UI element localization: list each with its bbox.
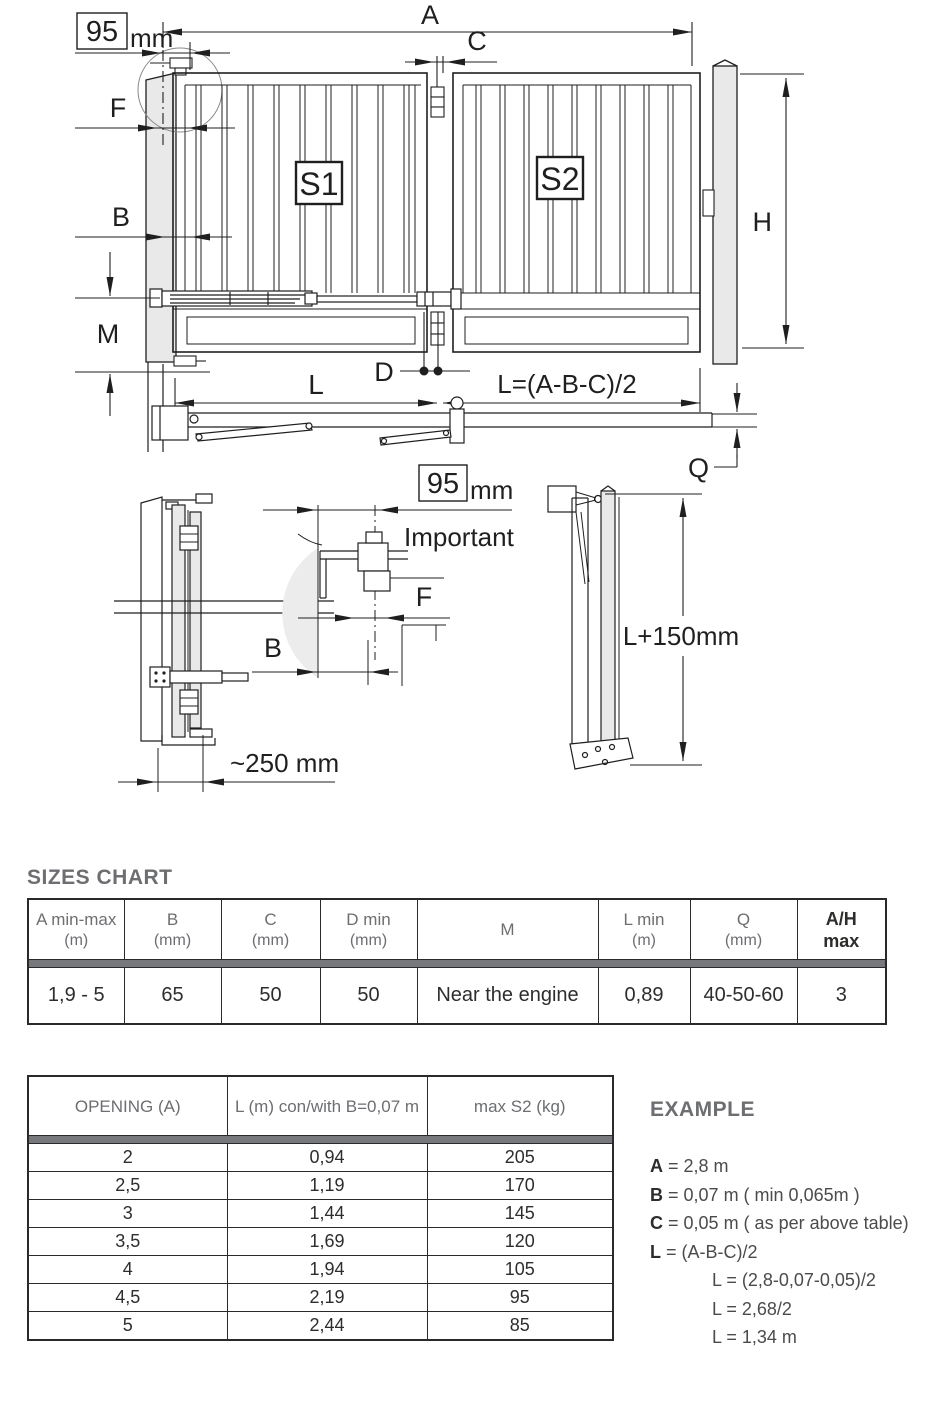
dim-d-label: D	[374, 357, 394, 387]
col-header-q: Q (mm)	[690, 899, 797, 960]
col-header-maxs2: max S2 (kg)	[427, 1076, 613, 1136]
cell: 0,94	[227, 1144, 427, 1172]
table-row	[28, 1172, 613, 1200]
cell: 95	[427, 1284, 613, 1312]
example-step: L = 1,34 m	[712, 1327, 797, 1347]
example-line: B = 0,07 m ( min 0,065m )	[650, 1184, 860, 1205]
dim-f2-label: F	[415, 582, 433, 612]
dim-250-label: ~250 mm	[230, 748, 340, 778]
table-row	[28, 1200, 613, 1228]
example-step: L = (2,8-0,07-0,05)/2	[712, 1270, 876, 1290]
col-header-m: M	[417, 899, 598, 960]
example-line: C = 0,05 m ( as per above table)	[650, 1213, 909, 1233]
dim-a-label: A	[420, 0, 440, 30]
sizes-chart-title: SIZES CHART	[27, 866, 173, 889]
example-step: L = 2,68/2	[712, 1298, 792, 1319]
col-header-c: C (mm)	[221, 899, 320, 960]
cell: 3,5	[28, 1228, 227, 1256]
cell: 2,5	[28, 1172, 227, 1200]
sizes-chart-header-row	[28, 899, 886, 960]
cell: 2	[28, 1144, 227, 1172]
bottom-bracket	[174, 356, 206, 366]
value-ah: 3	[797, 968, 886, 1025]
col-header-lmin: L min (m)	[598, 899, 690, 960]
cell: 2,44	[227, 1312, 427, 1341]
cell: 4	[28, 1256, 227, 1284]
cell: 170	[427, 1172, 613, 1200]
col-header-d: D min (mm)	[320, 899, 417, 960]
col-header-opening: OPENING (A)	[28, 1076, 227, 1136]
leaf-s1	[173, 73, 427, 352]
cell: 5	[28, 1312, 227, 1341]
opening-table	[27, 1075, 614, 1341]
value-b: 65	[124, 968, 221, 1025]
dim-c-label: C	[467, 26, 487, 56]
actuator-arm	[150, 289, 461, 309]
dim-95-mid-unit: mm	[470, 475, 514, 505]
leaf-s2-label: S2	[540, 161, 580, 197]
cell: 3	[28, 1200, 227, 1228]
value-c: 50	[221, 968, 320, 1025]
dim-f-label: F	[109, 93, 127, 123]
cell: 85	[427, 1312, 613, 1341]
leaf-s2	[453, 73, 700, 352]
cell: 120	[427, 1228, 613, 1256]
dimensions-top	[75, 13, 804, 467]
sizes-chart-value-row	[28, 968, 886, 1025]
cell: 2,19	[227, 1284, 427, 1312]
value-m: Near the engine	[417, 968, 598, 1025]
left-post	[146, 73, 176, 362]
cell: 145	[427, 1200, 613, 1228]
value-lmin: 0,89	[598, 968, 690, 1025]
cell: 1,19	[227, 1172, 427, 1200]
opening-table-header-row	[28, 1076, 613, 1136]
table-row	[28, 1284, 613, 1312]
latch	[703, 190, 714, 216]
cell: 4,5	[28, 1284, 227, 1312]
dim-95-value: 95	[85, 16, 119, 48]
dim-b2-label: B	[263, 633, 283, 663]
cell: 105	[427, 1256, 613, 1284]
dim-q-label: Q	[687, 453, 709, 483]
cell: 1,44	[227, 1200, 427, 1228]
dim-b-label: B	[111, 202, 131, 232]
col-header-ah: A/H max	[797, 899, 886, 960]
example-title: EXAMPLE	[650, 1098, 756, 1121]
col-header-b: B (mm)	[124, 899, 221, 960]
value-a: 1,9 - 5	[28, 968, 124, 1025]
example-line: L = (A-B-C)/2	[650, 1241, 758, 1262]
dim-h-label: H	[752, 207, 772, 237]
col-header-l: L (m) con/with B=0,07 m	[227, 1076, 427, 1136]
cell: 1,69	[227, 1228, 427, 1256]
table-row	[28, 1256, 613, 1284]
cell: 1,94	[227, 1256, 427, 1284]
leaf-s1-label: S1	[299, 166, 339, 202]
dim-l150-label: L+150mm	[622, 621, 740, 651]
table-row	[28, 1144, 613, 1172]
dim-formula-label: L=(A-B-C)/2	[497, 369, 637, 399]
right-post	[713, 60, 737, 364]
value-d: 50	[320, 968, 417, 1025]
dim-95-mid-value: 95	[426, 468, 460, 500]
example-section	[650, 1098, 940, 1352]
example-line: A = 2,8 m	[650, 1156, 729, 1176]
separator-band	[28, 1136, 613, 1144]
dim-95-unit: mm	[130, 23, 174, 53]
table-row	[28, 1312, 613, 1341]
separator-band	[28, 960, 886, 968]
value-q: 40-50-60	[690, 968, 797, 1025]
sizes-chart-table	[27, 898, 887, 1025]
dim-m-label: M	[96, 319, 120, 349]
table-row	[28, 1228, 613, 1256]
cell: 205	[427, 1144, 613, 1172]
col-header-a: A min-max (m)	[28, 899, 124, 960]
dim-l-label: L	[308, 369, 324, 400]
important-label: Important	[404, 522, 514, 552]
